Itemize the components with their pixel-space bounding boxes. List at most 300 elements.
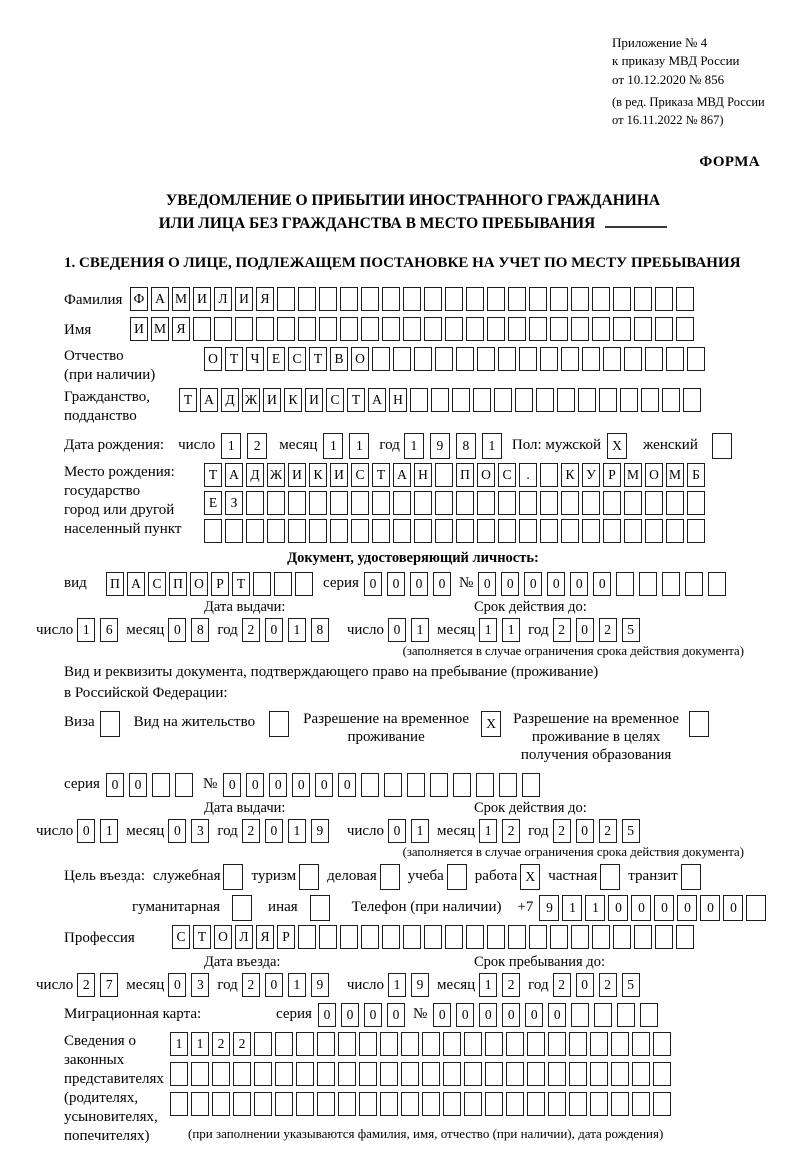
form-cell[interactable]: [611, 1062, 629, 1086]
form-cell[interactable]: [634, 287, 652, 311]
form-cell[interactable]: [443, 1032, 461, 1056]
form-cell[interactable]: [275, 1062, 293, 1086]
form-cell[interactable]: [380, 1032, 398, 1056]
form-cell[interactable]: 2: [242, 618, 260, 642]
form-cell[interactable]: Ч: [246, 347, 264, 371]
form-cell[interactable]: 9: [311, 973, 329, 997]
form-cell[interactable]: [494, 388, 512, 412]
residence-series-cells[interactable]: [106, 773, 193, 797]
form-cell[interactable]: И: [330, 463, 348, 487]
form-cell[interactable]: 0: [608, 895, 628, 921]
form-cell[interactable]: [288, 519, 306, 543]
residence-issued-year-cells[interactable]: [242, 819, 329, 843]
form-cell[interactable]: О: [190, 572, 208, 596]
patronymic-cells[interactable]: [204, 347, 705, 371]
identity-issued-month-cells[interactable]: [168, 618, 209, 642]
form-cell[interactable]: [624, 519, 642, 543]
form-cell[interactable]: 5: [622, 819, 640, 843]
form-cell[interactable]: [550, 925, 568, 949]
form-cell[interactable]: [204, 519, 222, 543]
form-cell[interactable]: [414, 491, 432, 515]
form-cell[interactable]: 0: [292, 773, 310, 797]
form-cell[interactable]: М: [666, 463, 684, 487]
form-cell[interactable]: С: [288, 347, 306, 371]
form-cell[interactable]: П: [106, 572, 124, 596]
form-cell[interactable]: Т: [347, 388, 365, 412]
form-cell[interactable]: [380, 1062, 398, 1086]
form-cell[interactable]: [170, 1062, 188, 1086]
form-cell[interactable]: [359, 1092, 377, 1116]
form-cell[interactable]: 5: [622, 618, 640, 642]
gender-male-checkbox[interactable]: [607, 433, 627, 459]
form-cell[interactable]: И: [288, 463, 306, 487]
visa-checkbox[interactable]: [100, 711, 120, 737]
form-cell[interactable]: 9: [539, 895, 559, 921]
form-cell[interactable]: И: [130, 317, 148, 341]
form-cell[interactable]: [317, 1062, 335, 1086]
migration-number-cells[interactable]: [433, 1003, 658, 1027]
form-cell[interactable]: [338, 1032, 356, 1056]
form-cell[interactable]: 0: [265, 973, 283, 997]
form-cell[interactable]: [274, 572, 292, 596]
phone-cells[interactable]: [539, 895, 766, 921]
purpose-other-checkbox[interactable]: [310, 895, 330, 921]
form-cell[interactable]: 0: [129, 773, 147, 797]
form-cell[interactable]: 0: [106, 773, 124, 797]
firstname-cells[interactable]: [130, 317, 694, 341]
form-cell[interactable]: [393, 519, 411, 543]
form-cell[interactable]: 0: [456, 1003, 474, 1027]
form-cell[interactable]: [569, 1062, 587, 1086]
form-cell[interactable]: 0: [223, 773, 241, 797]
form-cell[interactable]: [466, 925, 484, 949]
form-cell[interactable]: [600, 864, 620, 890]
form-cell[interactable]: [443, 1092, 461, 1116]
form-cell[interactable]: [453, 773, 471, 797]
form-cell[interactable]: .: [519, 463, 537, 487]
form-cell[interactable]: [639, 572, 657, 596]
form-cell[interactable]: [299, 864, 319, 890]
form-cell[interactable]: [340, 317, 358, 341]
form-cell[interactable]: [309, 519, 327, 543]
form-cell[interactable]: О: [645, 463, 663, 487]
form-cell[interactable]: [351, 491, 369, 515]
form-cell[interactable]: [561, 519, 579, 543]
representatives-row1-cells[interactable]: [170, 1032, 671, 1056]
form-cell[interactable]: [430, 773, 448, 797]
form-cell[interactable]: [529, 925, 547, 949]
form-cell[interactable]: [477, 491, 495, 515]
form-cell[interactable]: 2: [77, 973, 95, 997]
form-cell[interactable]: [519, 519, 537, 543]
form-cell[interactable]: 2: [553, 819, 571, 843]
form-cell[interactable]: [403, 287, 421, 311]
form-cell[interactable]: 0: [318, 1003, 336, 1027]
form-cell[interactable]: [330, 491, 348, 515]
form-cell[interactable]: 1: [77, 618, 95, 642]
form-cell[interactable]: [466, 317, 484, 341]
form-cell[interactable]: [422, 1062, 440, 1086]
form-cell[interactable]: [569, 1032, 587, 1056]
form-cell[interactable]: [193, 317, 211, 341]
form-cell[interactable]: [712, 433, 732, 459]
form-cell[interactable]: [267, 491, 285, 515]
form-cell[interactable]: [506, 1062, 524, 1086]
form-cell[interactable]: [571, 1003, 589, 1027]
form-cell[interactable]: [506, 1092, 524, 1116]
birth-place-row2-cells[interactable]: [204, 491, 705, 515]
form-cell[interactable]: А: [151, 287, 169, 311]
form-cell[interactable]: К: [309, 463, 327, 487]
identity-issued-year-cells[interactable]: [242, 618, 329, 642]
form-cell[interactable]: [382, 287, 400, 311]
form-cell[interactable]: [527, 1092, 545, 1116]
purpose-tourism-checkbox[interactable]: [299, 864, 319, 890]
form-cell[interactable]: [310, 895, 330, 921]
residence-valid-month-cells[interactable]: [479, 819, 520, 843]
form-cell[interactable]: [372, 347, 390, 371]
form-cell[interactable]: 1: [482, 433, 502, 459]
form-cell[interactable]: [298, 925, 316, 949]
form-cell[interactable]: [487, 287, 505, 311]
form-cell[interactable]: 2: [502, 973, 520, 997]
form-cell[interactable]: [645, 347, 663, 371]
residence-permit-checkbox[interactable]: [269, 711, 289, 737]
form-cell[interactable]: [540, 463, 558, 487]
form-cell[interactable]: [464, 1032, 482, 1056]
form-cell[interactable]: [603, 491, 621, 515]
purpose-private-checkbox[interactable]: [600, 864, 620, 890]
form-cell[interactable]: [508, 317, 526, 341]
form-cell[interactable]: Р: [277, 925, 295, 949]
migration-series-cells[interactable]: [318, 1003, 405, 1027]
temp-residence-permit-checkbox[interactable]: [481, 711, 501, 737]
purpose-humanitarian-checkbox[interactable]: [232, 895, 252, 921]
form-cell[interactable]: А: [368, 388, 386, 412]
form-cell[interactable]: [592, 925, 610, 949]
form-cell[interactable]: [152, 773, 170, 797]
form-cell[interactable]: И: [235, 287, 253, 311]
form-cell[interactable]: П: [169, 572, 187, 596]
form-cell[interactable]: Я: [256, 925, 274, 949]
form-cell[interactable]: 0: [364, 1003, 382, 1027]
form-cell[interactable]: [319, 287, 337, 311]
form-cell[interactable]: [256, 317, 274, 341]
form-cell[interactable]: [540, 347, 558, 371]
form-cell[interactable]: Е: [204, 491, 222, 515]
form-cell[interactable]: И: [193, 287, 211, 311]
form-cell[interactable]: [414, 519, 432, 543]
form-cell[interactable]: К: [284, 388, 302, 412]
form-cell[interactable]: [275, 1092, 293, 1116]
residence-valid-day-cells[interactable]: [388, 819, 429, 843]
form-cell[interactable]: 0: [338, 773, 356, 797]
form-cell[interactable]: К: [561, 463, 579, 487]
form-cell[interactable]: [676, 287, 694, 311]
form-cell[interactable]: [435, 347, 453, 371]
form-cell[interactable]: 1: [479, 819, 497, 843]
form-cell[interactable]: 3: [191, 819, 209, 843]
form-cell[interactable]: 0: [501, 572, 519, 596]
form-cell[interactable]: [338, 1062, 356, 1086]
form-cell[interactable]: [529, 287, 547, 311]
form-cell[interactable]: [359, 1062, 377, 1086]
form-cell[interactable]: Я: [172, 317, 190, 341]
form-cell[interactable]: [401, 1092, 419, 1116]
form-cell[interactable]: [235, 317, 253, 341]
form-cell[interactable]: [214, 317, 232, 341]
identity-valid-year-cells[interactable]: [553, 618, 640, 642]
form-cell[interactable]: [645, 519, 663, 543]
residence-valid-year-cells[interactable]: [553, 819, 640, 843]
entry-day-cells[interactable]: [77, 973, 118, 997]
profession-cells[interactable]: [172, 925, 694, 949]
form-cell[interactable]: [340, 287, 358, 311]
form-cell[interactable]: А: [127, 572, 145, 596]
form-cell[interactable]: Р: [603, 463, 621, 487]
form-cell[interactable]: [403, 317, 421, 341]
form-cell[interactable]: 0: [387, 572, 405, 596]
form-cell[interactable]: [708, 572, 726, 596]
identity-kind-cells[interactable]: [106, 572, 313, 596]
form-cell[interactable]: Ж: [242, 388, 260, 412]
form-cell[interactable]: М: [151, 317, 169, 341]
form-cell[interactable]: 1: [191, 1032, 209, 1056]
form-cell[interactable]: [506, 1032, 524, 1056]
form-cell[interactable]: [225, 519, 243, 543]
purpose-transit-checkbox[interactable]: [681, 864, 701, 890]
form-cell[interactable]: [613, 287, 631, 311]
form-cell[interactable]: [298, 317, 316, 341]
form-cell[interactable]: [319, 925, 337, 949]
form-cell[interactable]: [253, 572, 271, 596]
birth-place-row1-cells[interactable]: [204, 463, 705, 487]
form-cell[interactable]: [382, 925, 400, 949]
form-cell[interactable]: 0: [265, 819, 283, 843]
form-cell[interactable]: 2: [242, 819, 260, 843]
entry-month-cells[interactable]: [168, 973, 209, 997]
form-cell[interactable]: 0: [524, 572, 542, 596]
form-cell[interactable]: [485, 1062, 503, 1086]
identity-valid-month-cells[interactable]: [479, 618, 520, 642]
form-cell[interactable]: [515, 388, 533, 412]
residence-number-cells[interactable]: [223, 773, 540, 797]
form-cell[interactable]: О: [204, 347, 222, 371]
form-cell[interactable]: [529, 317, 547, 341]
form-cell[interactable]: [676, 317, 694, 341]
form-cell[interactable]: [689, 711, 709, 737]
form-cell[interactable]: [407, 773, 425, 797]
form-cell[interactable]: Д: [221, 388, 239, 412]
identity-issued-day-cells[interactable]: [77, 618, 118, 642]
form-cell[interactable]: [634, 317, 652, 341]
form-cell[interactable]: [456, 347, 474, 371]
form-cell[interactable]: X: [520, 864, 540, 890]
form-cell[interactable]: 2: [553, 973, 571, 997]
form-cell[interactable]: [620, 388, 638, 412]
form-cell[interactable]: [191, 1092, 209, 1116]
form-cell[interactable]: 0: [168, 973, 186, 997]
form-cell[interactable]: [361, 287, 379, 311]
form-cell[interactable]: 5: [622, 973, 640, 997]
form-cell[interactable]: 0: [479, 1003, 497, 1027]
form-cell[interactable]: [617, 1003, 635, 1027]
form-cell[interactable]: [571, 925, 589, 949]
form-cell[interactable]: [319, 317, 337, 341]
residence-issued-month-cells[interactable]: [168, 819, 209, 843]
form-cell[interactable]: О: [351, 347, 369, 371]
purpose-business-trip-checkbox[interactable]: [223, 864, 243, 890]
form-cell[interactable]: [435, 463, 453, 487]
form-cell[interactable]: [653, 1062, 671, 1086]
form-cell[interactable]: 0: [388, 819, 406, 843]
form-cell[interactable]: [687, 491, 705, 515]
birth-year-cells[interactable]: [404, 433, 502, 459]
form-cell[interactable]: [662, 572, 680, 596]
form-cell[interactable]: П: [456, 463, 474, 487]
form-cell[interactable]: [445, 317, 463, 341]
form-cell[interactable]: [361, 773, 379, 797]
form-cell[interactable]: [632, 1092, 650, 1116]
form-cell[interactable]: 9: [311, 819, 329, 843]
form-cell[interactable]: [466, 287, 484, 311]
form-cell[interactable]: 1: [288, 618, 306, 642]
identity-valid-day-cells[interactable]: [388, 618, 429, 642]
form-cell[interactable]: 0: [677, 895, 697, 921]
form-cell[interactable]: 0: [168, 618, 186, 642]
form-cell[interactable]: [592, 287, 610, 311]
form-cell[interactable]: [464, 1092, 482, 1116]
birth-place-row3-cells[interactable]: [204, 519, 705, 543]
form-cell[interactable]: [592, 317, 610, 341]
form-cell[interactable]: [666, 519, 684, 543]
form-cell[interactable]: 0: [570, 572, 588, 596]
form-cell[interactable]: [477, 347, 495, 371]
form-cell[interactable]: А: [225, 463, 243, 487]
form-cell[interactable]: 0: [631, 895, 651, 921]
form-cell[interactable]: 7: [100, 973, 118, 997]
form-cell[interactable]: [464, 1062, 482, 1086]
form-cell[interactable]: 0: [246, 773, 264, 797]
form-cell[interactable]: [296, 1092, 314, 1116]
form-cell[interactable]: [456, 519, 474, 543]
form-cell[interactable]: 0: [265, 618, 283, 642]
form-cell[interactable]: [641, 388, 659, 412]
form-cell[interactable]: [340, 925, 358, 949]
representatives-row3-cells[interactable]: [170, 1092, 671, 1116]
form-cell[interactable]: [359, 1032, 377, 1056]
form-cell[interactable]: [309, 491, 327, 515]
form-cell[interactable]: [100, 711, 120, 737]
form-cell[interactable]: [519, 347, 537, 371]
form-cell[interactable]: [498, 491, 516, 515]
form-cell[interactable]: [380, 864, 400, 890]
form-cell[interactable]: 0: [410, 572, 428, 596]
form-cell[interactable]: [540, 491, 558, 515]
form-cell[interactable]: В: [330, 347, 348, 371]
form-cell[interactable]: [401, 1032, 419, 1056]
form-cell[interactable]: [254, 1092, 272, 1116]
form-cell[interactable]: [288, 491, 306, 515]
form-cell[interactable]: [445, 925, 463, 949]
form-cell[interactable]: [655, 317, 673, 341]
form-cell[interactable]: [175, 773, 193, 797]
form-cell[interactable]: Ф: [130, 287, 148, 311]
form-cell[interactable]: 0: [576, 973, 594, 997]
form-cell[interactable]: [599, 388, 617, 412]
form-cell[interactable]: [522, 773, 540, 797]
form-cell[interactable]: С: [148, 572, 166, 596]
form-cell[interactable]: Т: [372, 463, 390, 487]
form-cell[interactable]: 0: [593, 572, 611, 596]
form-cell[interactable]: Е: [267, 347, 285, 371]
stay-until-day-cells[interactable]: [388, 973, 429, 997]
form-cell[interactable]: [676, 925, 694, 949]
form-cell[interactable]: 1: [100, 819, 118, 843]
form-cell[interactable]: Т: [193, 925, 211, 949]
form-cell[interactable]: [603, 347, 621, 371]
form-cell[interactable]: [527, 1062, 545, 1086]
form-cell[interactable]: [232, 895, 252, 921]
form-cell[interactable]: 1: [323, 433, 343, 459]
form-cell[interactable]: [431, 388, 449, 412]
form-cell[interactable]: Б: [687, 463, 705, 487]
form-cell[interactable]: 0: [269, 773, 287, 797]
form-cell[interactable]: 6: [100, 618, 118, 642]
form-cell[interactable]: [550, 317, 568, 341]
form-cell[interactable]: [687, 519, 705, 543]
form-cell[interactable]: [548, 1092, 566, 1116]
form-cell[interactable]: 3: [191, 973, 209, 997]
form-cell[interactable]: [317, 1032, 335, 1056]
form-cell[interactable]: С: [498, 463, 516, 487]
identity-series-cells[interactable]: [364, 572, 451, 596]
form-cell[interactable]: [613, 925, 631, 949]
form-cell[interactable]: [452, 388, 470, 412]
citizenship-cells[interactable]: [179, 388, 701, 412]
form-cell[interactable]: [424, 287, 442, 311]
form-cell[interactable]: [550, 287, 568, 311]
form-cell[interactable]: 1: [502, 618, 520, 642]
form-cell[interactable]: 1: [585, 895, 605, 921]
edu-residence-permit-checkbox[interactable]: [689, 711, 709, 737]
form-cell[interactable]: С: [326, 388, 344, 412]
form-cell[interactable]: [590, 1092, 608, 1116]
form-cell[interactable]: [422, 1092, 440, 1116]
form-cell[interactable]: З: [225, 491, 243, 515]
form-cell[interactable]: [277, 287, 295, 311]
form-cell[interactable]: [666, 491, 684, 515]
form-cell[interactable]: [275, 1032, 293, 1056]
form-cell[interactable]: [372, 491, 390, 515]
form-cell[interactable]: 1: [170, 1032, 188, 1056]
form-cell[interactable]: 0: [388, 618, 406, 642]
form-cell[interactable]: [401, 1062, 419, 1086]
form-cell[interactable]: 1: [221, 433, 241, 459]
form-cell[interactable]: [624, 491, 642, 515]
purpose-study-checkbox[interactable]: [447, 864, 467, 890]
form-cell[interactable]: [582, 519, 600, 543]
form-cell[interactable]: [317, 1092, 335, 1116]
form-cell[interactable]: [393, 491, 411, 515]
form-cell[interactable]: 0: [433, 572, 451, 596]
form-cell[interactable]: [498, 519, 516, 543]
form-cell[interactable]: [267, 519, 285, 543]
form-cell[interactable]: [540, 519, 558, 543]
form-cell[interactable]: 9: [411, 973, 429, 997]
form-cell[interactable]: [447, 864, 467, 890]
form-cell[interactable]: 0: [315, 773, 333, 797]
